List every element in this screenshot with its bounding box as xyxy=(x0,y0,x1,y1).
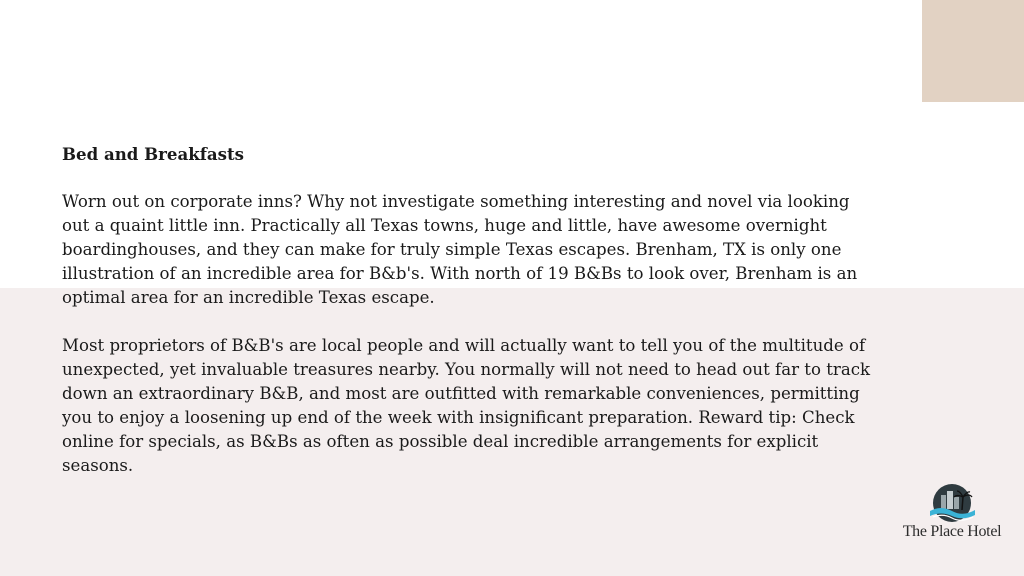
article-body xyxy=(62,142,874,502)
article-paragraph-1: Worn out on corporate inns? Why not investigate something interesting and novel via looking out a quaint little inn. Practically all Texas towns, huge and little, have awesome overnight boardinghouses, and they can make for truly simple Texas escapes. Brenham, TX is only one illustration of an incredible area for B&b's. With north of 19 B&Bs to look over, Brenham is an optimal area for an incredible Texas escape. xyxy=(62,192,858,307)
corner-accent-block xyxy=(922,0,1024,102)
article-heading: Bed and Breakfasts xyxy=(62,144,244,164)
hotel-logo xyxy=(894,483,1010,545)
article-paragraph-2: Most proprietors of B&B's are local people and will actually want to tell you of the multitude of unexpected, yet invaluable treasures nearby. You normally will not need to head out far to track down an extraordinary B&B, and most are outfitted with remarkable conveniences, permitting you to enjoy a loosening up end of the week with insignificant preparation. Reward tip: Check online for specials, as B&Bs as often as possible deal incredible arrangements for explicit seasons. xyxy=(62,336,871,475)
hotel-logo-text: The Place Hotel xyxy=(902,523,1002,540)
hotel-palm-wave-icon xyxy=(929,483,975,523)
